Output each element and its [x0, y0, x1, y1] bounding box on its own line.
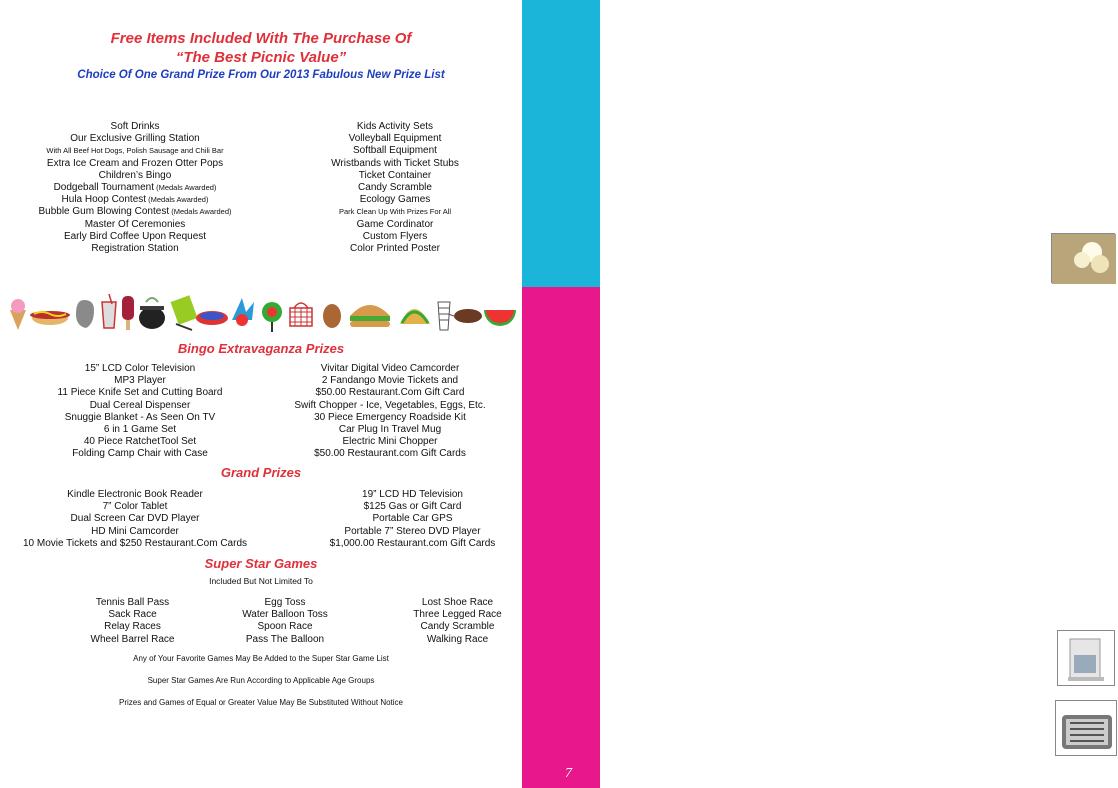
list-item: Tennis Ball Pass [95, 597, 170, 608]
bingo-left-column [40, 363, 240, 461]
list-item: Custom Flyers [362, 230, 428, 242]
list-item: Portable Car GPS [372, 513, 453, 525]
list-item: $125 Gas or Gift Card [363, 501, 462, 513]
list-item: Sack Race [108, 609, 157, 621]
grand-prizes-heading: Grand Prizes [220, 465, 302, 480]
page-number: 7 [565, 766, 572, 781]
list-item: With All Beef Hot Dogs, Polish Sausage and Chili Bar [46, 146, 224, 156]
list-item: Children’s Bingo [98, 169, 172, 181]
list-item: 10 Movie Tickets and $250 Restaurant.Com Cards [23, 537, 247, 549]
header-line-3: Choice Of One Grand Prize From Our 2013 Fabulous New Prize List [77, 69, 445, 81]
list-item: Folding Camp Chair with Case [72, 448, 208, 460]
drink-cup-icon [102, 294, 116, 328]
sidebar [522, 0, 1082, 788]
list-item: Color Printed Poster [349, 243, 441, 255]
list-item: Vivitar Digital Video Camcorder [320, 363, 460, 374]
list-item: Soft Drinks [110, 121, 160, 132]
list-item: 6 in 1 Game Set [103, 424, 177, 436]
list-item: Dual Screen Car DVD Player [70, 513, 200, 525]
list-item: Ecology Games [359, 194, 431, 206]
list-item: Wheel Barrel Race [90, 633, 175, 645]
sidebar-free-panel [522, 0, 600, 287]
list-item: Dual Cereal Dispenser [89, 399, 191, 411]
list-item: $50.00 Restaurant.com Gift Cards [314, 448, 466, 460]
list-item: Master Of Ceremonies [84, 218, 186, 230]
grand-right-column [305, 489, 520, 550]
list-item: Bubble Gum Blowing Contest (Medals Awarded) [38, 206, 232, 218]
brochure-page [0, 0, 522, 788]
list-item: Swift Chopper - Ice, Vegetables, Eggs, Etc. [294, 399, 486, 411]
watermelon-icon [484, 310, 516, 326]
sidebar-games-panel [522, 287, 600, 627]
free-items-right-column [300, 121, 490, 255]
list-item: Game Cordinator [356, 218, 434, 230]
list-item: Softball Equipment [353, 145, 437, 157]
list-item: Walking Race [426, 633, 489, 645]
sidebar-games-text: Games & Prizes [1052, 320, 1082, 513]
food-icon-strip [6, 290, 518, 334]
bingo-right-column [285, 363, 495, 461]
list-item: Car Plug In Travel Mug [338, 424, 442, 436]
list-item: 30 Piece Emergency Roadside Kit [314, 411, 466, 423]
list-item: MP3 Player [114, 375, 166, 387]
picnic-basket-icon [290, 303, 312, 326]
list-item: Lost Shoe Race [421, 597, 494, 608]
chicken-icon [323, 304, 341, 328]
pickle-icon [76, 300, 94, 328]
sausage-icon [448, 309, 482, 323]
list-item: Kids Activity Sets [356, 121, 434, 132]
list-item: $50.00 Restaurant.Com Gift Card [315, 387, 465, 399]
sidebar-bottom-panel [522, 627, 600, 788]
games-heading: Super Star Games [204, 556, 318, 571]
list-item: Registration Station [91, 243, 179, 255]
list-item: Spoon Race [257, 621, 313, 633]
list-item: Extra Ice Cream and Frozen Otter Pops [46, 157, 224, 169]
note-3: Prizes and Games of Equal or Greater Value May Be Substituted Without Notice [119, 698, 403, 707]
hot-dog-icon [30, 311, 70, 325]
games-subheading: Included But Not Limited To [209, 576, 313, 586]
soda-cup-icon [438, 302, 450, 330]
games-column-1 [70, 597, 195, 646]
ice-cream-icon [10, 299, 26, 330]
list-item: 15” LCD Color Television [84, 363, 196, 374]
bbq-icon [262, 302, 282, 332]
sidebar-free-text: Free Free [1051, 18, 1080, 144]
list-item: Kindle Electronic Book Reader [67, 489, 203, 500]
grill-icon [170, 295, 197, 330]
list-item: Volleyball Equipment [348, 133, 442, 145]
list-item: Snuggie Blanket - As Seen On TV [64, 411, 216, 423]
list-item: Early Bird Coffee Upon Request [63, 230, 207, 242]
list-item: Park Clean Up With Prizes For All [338, 207, 452, 217]
list-item: Dodgeball Tournament (Medals Awarded) [53, 182, 217, 194]
bingo-heading: Bingo Extravaganza Prizes [177, 341, 345, 356]
list-item: 19” LCD HD Television [362, 489, 463, 500]
header-line-2: “The Best Picnic Value” [175, 49, 347, 66]
list-item: Electric Mini Chopper [342, 436, 438, 448]
list-item: Wristbands with Ticket Stubs [331, 157, 459, 169]
note-1: Any of Your Favorite Games May Be Added to the Super Star Game List [133, 654, 389, 663]
list-item: Hula Hoop Contest (Medals Awarded) [61, 194, 209, 206]
games-column-2 [220, 597, 350, 646]
list-item: 40 Piece RatchetTool Set [83, 436, 197, 448]
taco-icon [400, 309, 430, 324]
pot-icon [139, 298, 165, 329]
list-item: $1,000.00 Restaurant.com Gift Cards [329, 537, 496, 549]
free-items-left-column [10, 121, 260, 255]
list-item: 7” Color Tablet [102, 501, 168, 513]
list-item: Our Exclusive Grilling Station [70, 133, 200, 145]
popsicle-icon [122, 296, 134, 330]
list-item: Pass The Balloon [245, 633, 325, 645]
list-item: 2 Fandango Movie Tickets and [321, 375, 459, 387]
header-line-1: Free Items Included With The Purchase Of [110, 30, 412, 47]
list-item: HD Mini Camcorder [91, 525, 179, 537]
hot-dog-icon [196, 311, 228, 325]
note-2: Super Star Games Are Run According to Applicable Age Groups [147, 676, 375, 685]
popcorn-photo [1051, 233, 1115, 283]
grand-left-column [10, 489, 260, 550]
list-item: 11 Piece Knife Set and Cutting Board [57, 387, 223, 399]
list-item: Three Legged Race [413, 609, 502, 621]
balloon-icon [232, 298, 254, 326]
list-item: Candy Scramble [358, 182, 432, 194]
list-item: Relay Races [104, 621, 161, 633]
list-item: Candy Scramble [420, 621, 495, 633]
list-item: Water Balloon Toss [242, 609, 328, 621]
list-item: Ticket Container [358, 169, 432, 181]
knife-set-photo [1055, 700, 1117, 756]
games-column-3 [400, 597, 515, 646]
coffee-maker-photo [1057, 630, 1115, 686]
list-item: Portable 7” Stereo DVD Player [344, 525, 481, 537]
list-item: Egg Toss [264, 597, 306, 608]
sandwich-icon [350, 305, 390, 327]
